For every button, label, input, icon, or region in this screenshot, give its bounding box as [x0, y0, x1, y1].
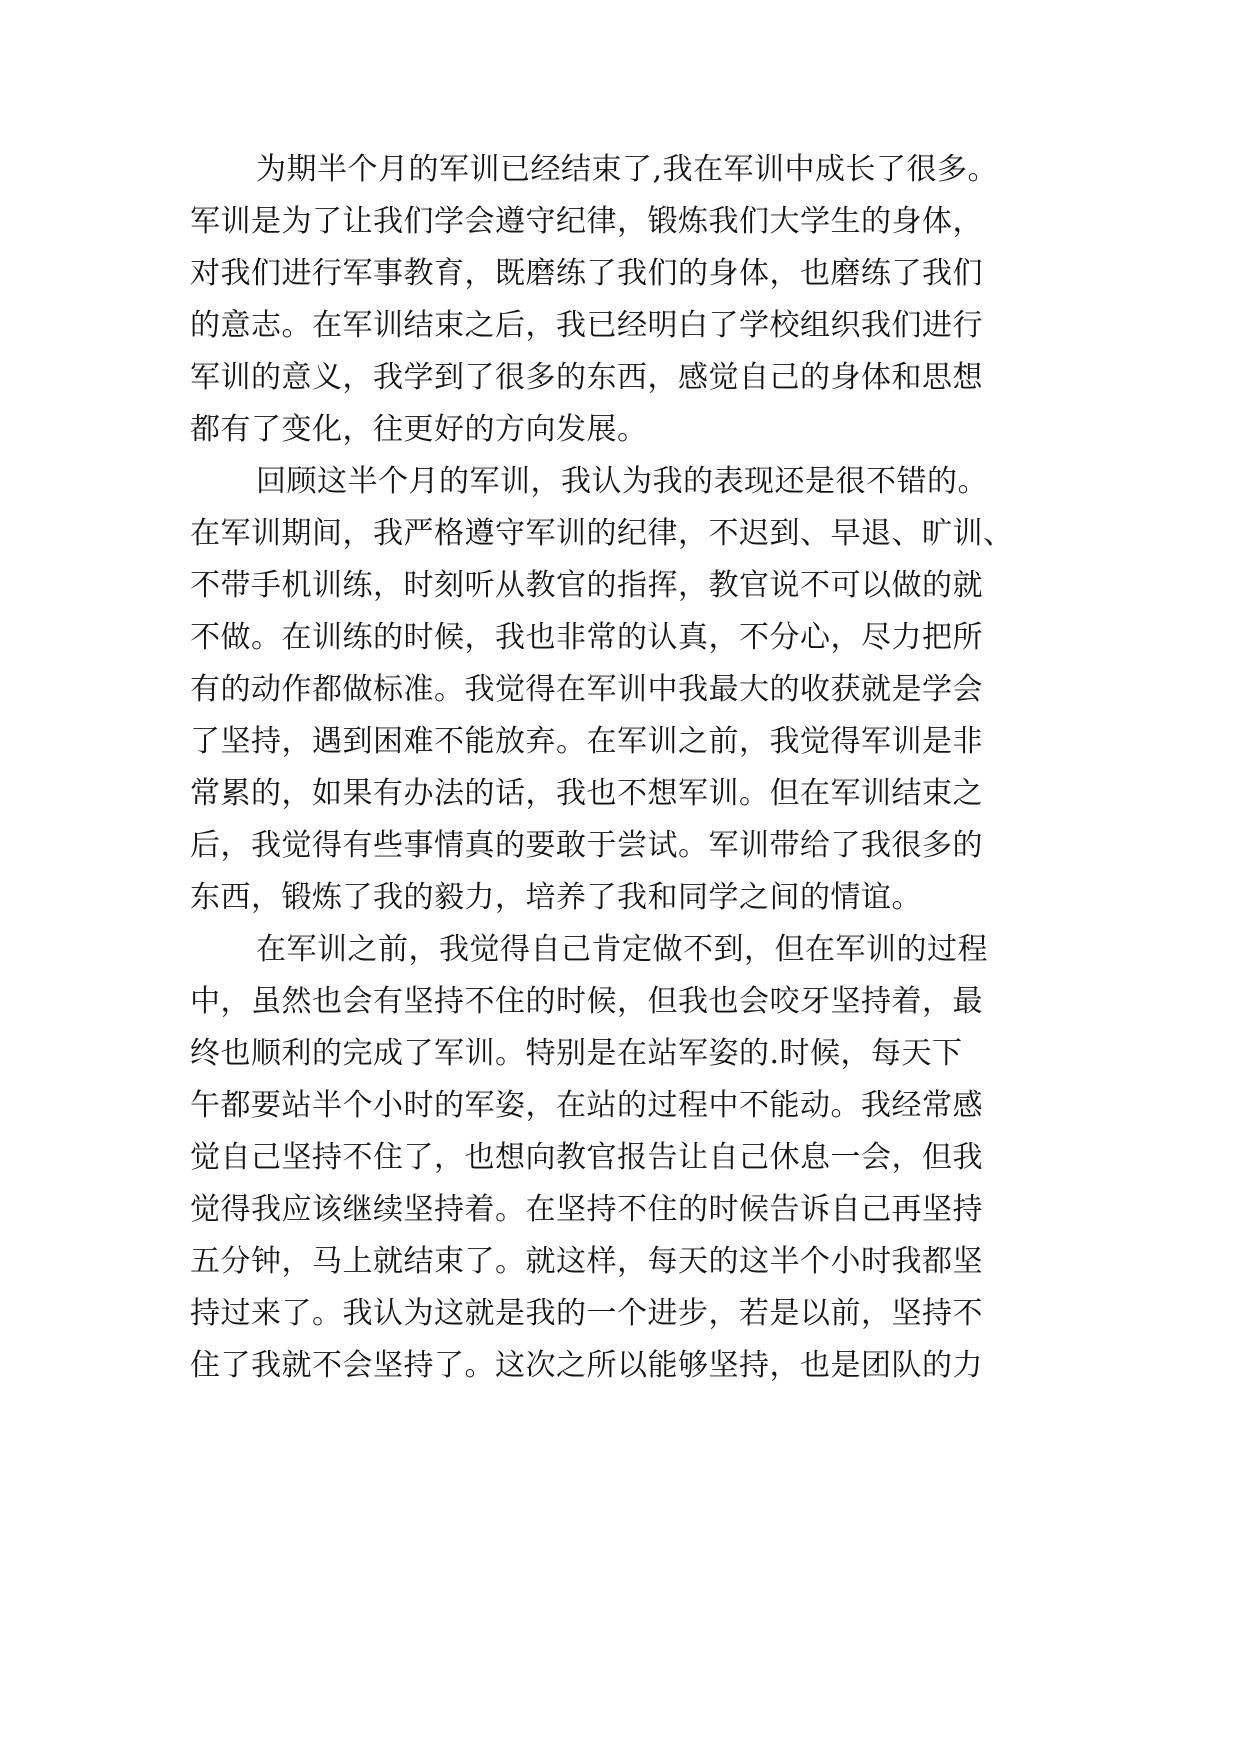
paragraph-2-line-4: 不做。在训练的时候，我也非常的认真，不分心，尽力把所 [190, 620, 983, 655]
paragraph-1-line-1: 为期半个月的军训已经结束了,我在军训中成长了很多。 [256, 152, 999, 187]
paragraph-1-line-2: 军训是为了让我们学会遵守纪律，锻炼我们大学生的身体， [190, 204, 983, 239]
paragraph-1-line-5: 军训的意义，我学到了很多的东西，感觉自己的身体和思想 [190, 360, 983, 395]
paragraph-2-line-5: 有的动作都做标准。我觉得在军训中我最大的收获就是学会 [190, 672, 983, 707]
paragraph-2-line-2: 在军训期间，我严格遵守军训的纪律，不迟到、早退、旷训、 [190, 516, 1014, 551]
paragraph-1-line-6: 都有了变化，往更好的方向发展。 [190, 412, 648, 447]
paragraph-2-line-1: 回顾这半个月的军训，我认为我的表现还是很不错的。 [256, 464, 988, 499]
paragraph-2-line-9: 东西，锻炼了我的毅力，培养了我和同学之间的情谊。 [190, 880, 922, 915]
paragraph-3-line-4: 午都要站半个小时的军姿，在站的过程中不能动。我经常感 [190, 1088, 983, 1123]
paragraph-1-line-3: 对我们进行军事教育，既磨练了我们的身体，也磨练了我们 [190, 256, 983, 291]
paragraph-3-line-6: 觉得我应该继续坚持着。在坚持不住的时候告诉自己再坚持 [190, 1192, 983, 1227]
paragraph-2-line-7: 常累的，如果有办法的话，我也不想军训。但在军训结束之 [190, 776, 983, 811]
paragraph-3-line-9: 住了我就不会坚持了。这次之所以能够坚持，也是团队的力 [190, 1348, 983, 1383]
paragraph-3-line-3: 终也顺利的完成了军训。特别是在站军姿的.时候，每天下 [190, 1036, 963, 1071]
paragraph-3-line-7: 五分钟，马上就结束了。就这样，每天的这半个小时我都坚 [190, 1244, 983, 1279]
paragraph-3-line-8: 持过来了。我认为这就是我的一个进步，若是以前，坚持不 [190, 1296, 983, 1331]
paragraph-1-line-4: 的意志。在军训结束之后，我已经明白了学校组织我们进行 [190, 308, 983, 343]
paragraph-3-line-1: 在军训之前，我觉得自己肯定做不到，但在军训的过程 [256, 932, 988, 967]
paragraph-2-line-8: 后，我觉得有些事情真的要敢于尝试。军训带给了我很多的 [190, 828, 983, 863]
paragraph-3-line-5: 觉自己坚持不住了，也想向教官报告让自己休息一会，但我 [190, 1140, 983, 1175]
paragraph-3-line-2: 中，虽然也会有坚持不住的时候，但我也会咬牙坚持着，最 [190, 984, 983, 1019]
paragraph-2-line-3: 不带手机训练，时刻听从教官的指挥，教官说不可以做的就 [190, 568, 983, 603]
paragraph-2-line-6: 了坚持，遇到困难不能放弃。在军训之前，我觉得军训是非 [190, 724, 983, 759]
